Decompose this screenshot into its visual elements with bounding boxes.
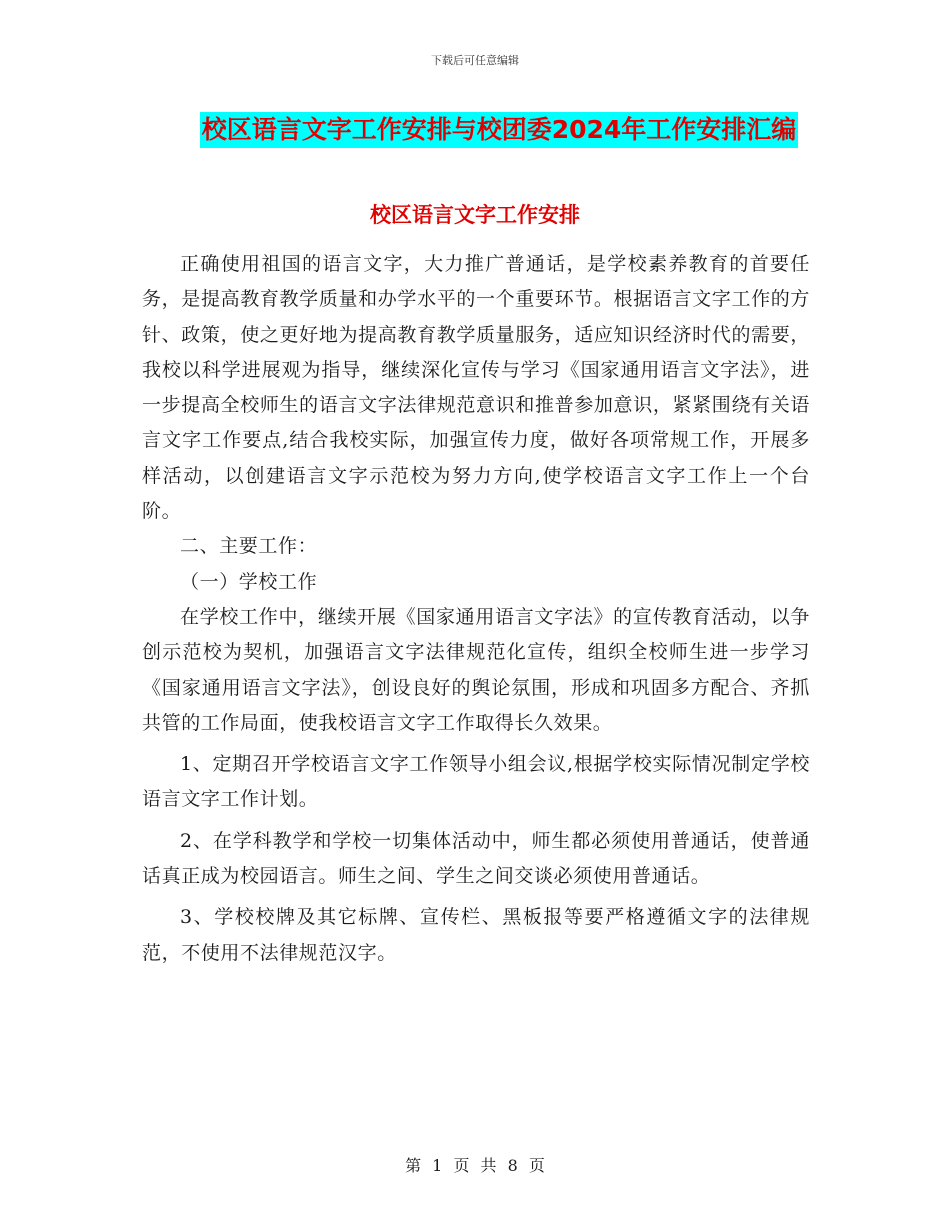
list-item-3: 3、学校校牌及其它标牌、宣传栏、黑板报等要严格遵循文字的法律规范，不使用不法律规范汉字。	[142, 906, 810, 964]
section-title: 校区语言文字工作安排	[370, 203, 580, 227]
document-title-wrapper	[0, 112, 950, 148]
heading-main-work: 二、主要工作：	[180, 535, 318, 558]
document-title: 校区语言文字工作安排与校团委2024年工作安排汇编	[200, 112, 799, 148]
paragraph-intro: 正确使用祖国的语言文字，大力推广普通话，是学校素养教育的首要任务，是提高教育教学质量和办学水平的一个重要环节。根据语言文字工作的方针、政策，使之更好地为提高教育教学质量服务，适应知识经济时代的需要，我校以科学进展观为指导，继续深化宣传与学习《国家通用语言文字法》，进一步提高全校师生的语言文字法律规范意识和推普参加意识，紧紧围绕有关语言文字工作要点,结合我校实际，加强宣传力度，做好各项常规工作，开展多样活动，以创建语言文字示范校为努力方向,使学校语言文字工作上一个台阶。	[142, 253, 810, 523]
list-item-1: 1、定期召开学校语言文字工作领导小组会议,根据学校实际情况制定学校语言文字工作计划。	[142, 753, 810, 811]
page-header-note: 下载后可任意编辑	[431, 54, 519, 67]
list-item-2: 2、在学科教学和学校一切集体活动中，师生都必须使用普通话，使普通话真正成为校园语言。师生之间、学生之间交谈必须使用普通话。	[142, 829, 810, 888]
paragraph-school-work: 在学校工作中，继续开展《国家通用语言文字法》的宣传教育活动，以争创示范校为契机，加强语言文字法律规范化宣传，组织全校师生进一步学习《国家通用语言文字法》，创设良好的舆论氛围，形成和巩固多方配合、齐抓共管的工作局面，使我校语言文字工作取得长久效果。	[142, 605, 810, 734]
page-footer: 第 1 页 共 8 页	[405, 1156, 545, 1175]
subheading-school-work: （一）学校工作	[180, 570, 318, 593]
document-body	[142, 247, 810, 971]
